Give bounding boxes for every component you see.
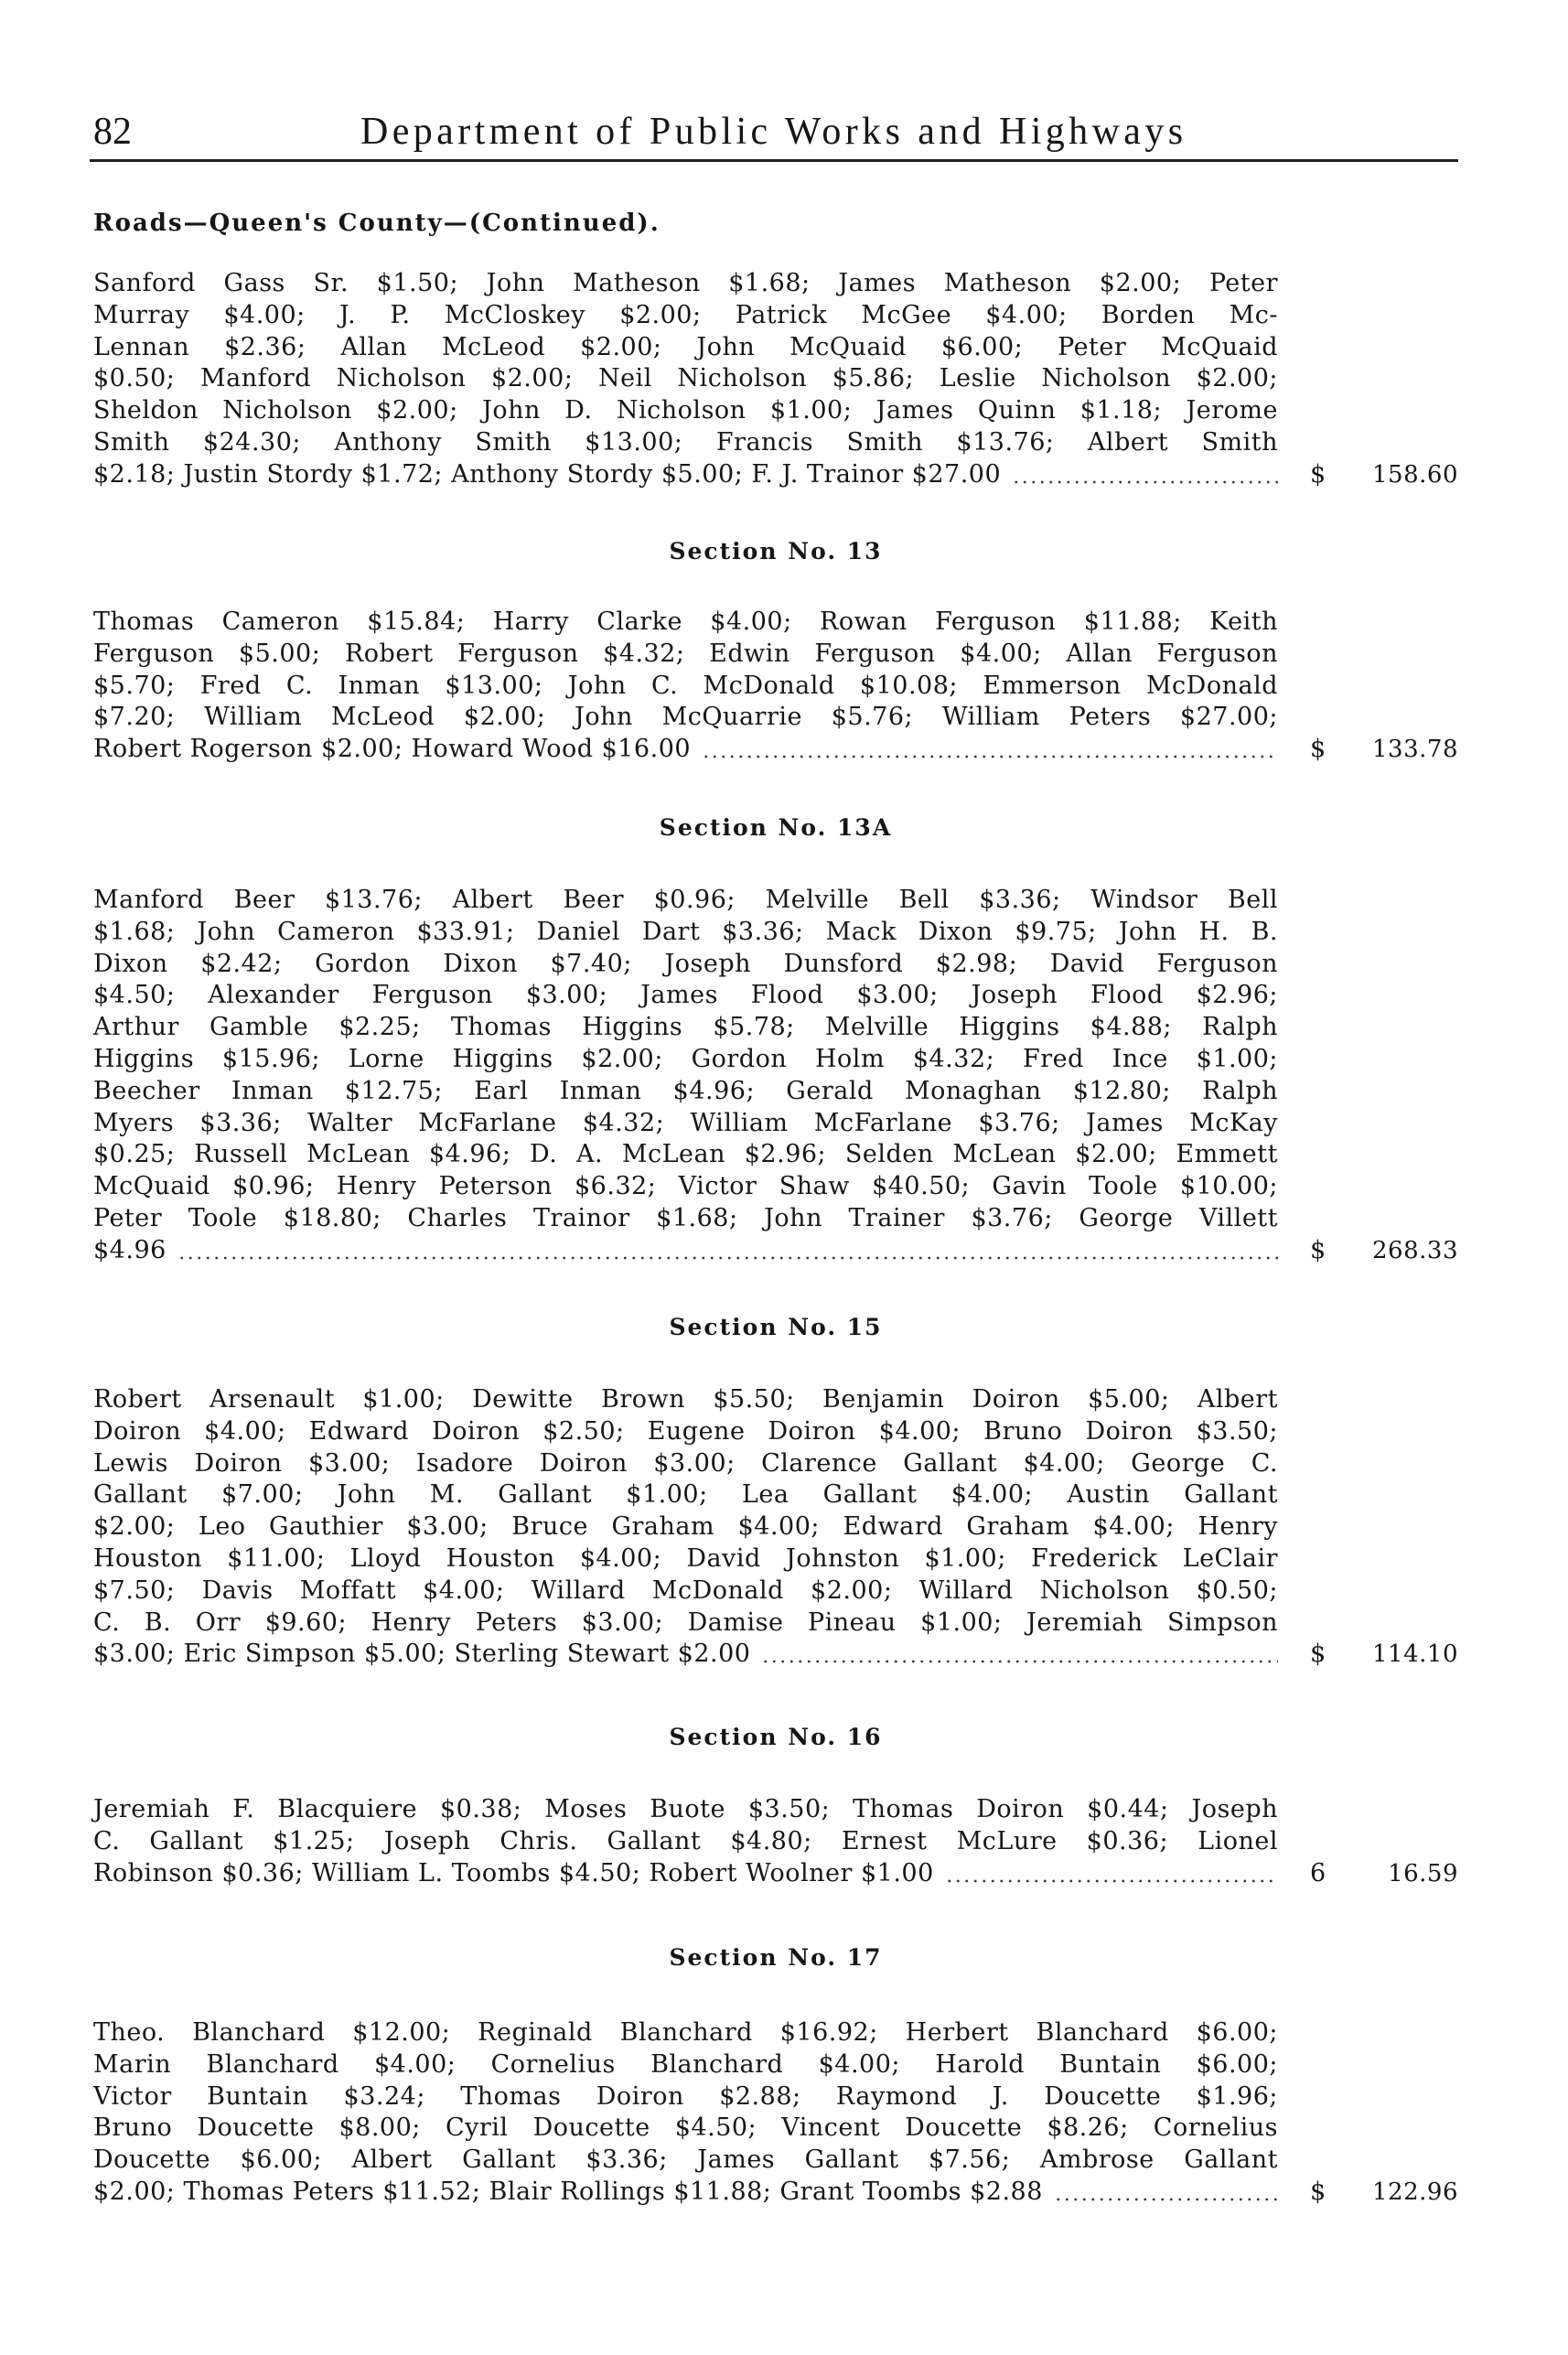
dot-leader (945, 1858, 1278, 1890)
text-line: Gallant $7.00; John M. Gallant $1.00; Lea Gallant $4.00; Austin Gallant (93, 1480, 1278, 1510)
total-line (93, 734, 1458, 766)
text-line: McQuaid $0.96; Henry Peterson $6.32; Victor Shaw $40.50; Gavin Toole $10.00; (93, 1172, 1278, 1201)
text-line: Doiron $4.00; Edward Doiron $2.50; Eugene Doiron $4.00; Bruno Doiron $3.50; (93, 1416, 1278, 1446)
paragraph-section-17 (93, 2017, 1458, 2209)
total-line (93, 2177, 1458, 2209)
text-line: Houston $11.00; Lloyd Houston $4.00; David Johnston $1.00; Frederick LeClair (93, 1543, 1278, 1573)
text-line: Arthur Gamble $2.25; Thomas Higgins $5.78; Melville Higgins $4.88; Ralph (93, 1013, 1278, 1042)
text-line: C. B. Orr $9.60; Henry Peters $3.00; Damise Pineau $1.00; Jeremiah Simpson (93, 1608, 1278, 1637)
text-line: Robert Rogerson $2.00; Howard Wood $16.00 (93, 735, 692, 764)
text-line: Robinson $0.36; William L. Toombs $4.50; Robert Woolner $1.00 (93, 1858, 934, 1887)
total-line-text-row (93, 734, 1278, 766)
text-line: $2.00; Leo Gauthier $3.00; Bruce Graham $4.00; Edward Graham $4.00; Henry (93, 1512, 1278, 1542)
text-line: $7.50; Davis Moffatt $4.00; Willard McDonald $2.00; Willard Nicholson $0.50; (93, 1575, 1278, 1605)
total-line (93, 459, 1458, 491)
section-total-amount: 122.96 (1372, 2178, 1458, 2206)
total-line (93, 1235, 1458, 1267)
text-line: Peter Toole $18.80; Charles Trainor $1.68; John Trainer $3.76; George Villett (93, 1203, 1278, 1232)
section-heading: Section No. 16 (669, 1724, 883, 1750)
section-total-amount: 133.78 (1372, 736, 1458, 764)
county-heading: Roads—Queen's County—(Continued). (93, 210, 660, 237)
text-line: C. Gallant $1.25; Joseph Chris. Gallant $4.80; Ernest McLure $0.36; Lionel (93, 1826, 1278, 1855)
text-line: Bruno Doucette $8.00; Cyril Doucette $4.50; Vincent Doucette $8.26; Cornelius (93, 2113, 1278, 2143)
text-line: $2.00; Thomas Peters $11.52; Blair Rollings $11.88; Grant Toombs $2.88 (93, 2177, 1043, 2206)
text-line: $2.18; Justin Stordy $1.72; Anthony Stordy $5.00; F. J. Trainor $27.00 (93, 459, 1002, 489)
paragraph-continued (93, 268, 1458, 491)
section-total-amount: 16.59 (1388, 1859, 1458, 1887)
total-line-text-row (93, 1639, 1278, 1671)
text-line: Ferguson $5.00; Robert Ferguson $4.32; Edwin Ferguson $4.00; Allan Ferguson (93, 639, 1278, 668)
text-line: Beecher Inman $12.75; Earl Inman $4.96; Gerald Monaghan $12.80; Ralph (93, 1076, 1278, 1105)
text-line: Lennan $2.36; Allan McLeod $2.00; John McQuaid $6.00; Peter McQuaid (93, 332, 1278, 361)
total-line-text-row (93, 2177, 1278, 2209)
text-line: Victor Buntain $3.24; Thomas Doiron $2.88; Raymond J. Doucette $1.96; (93, 2081, 1278, 2111)
paragraph-section-13 (93, 607, 1458, 766)
text-line: Murray $4.00; J. P. McCloskey $2.00; Patrick McGee $4.00; Borden Mc- (93, 300, 1278, 329)
section-heading: Section No. 13 (669, 538, 883, 565)
page-number: 82 (93, 111, 132, 153)
text-line: $0.50; Manford Nicholson $2.00; Neil Nicholson $5.86; Leslie Nicholson $2.00; (93, 364, 1278, 393)
section-total-amount: 268.33 (1372, 1236, 1458, 1264)
paragraph-section-13a (93, 885, 1458, 1267)
currency-symbol: $ (1310, 735, 1326, 764)
text-line: Dixon $2.42; Gordon Dixon $7.40; Joseph Dunsford $2.98; David Ferguson (93, 949, 1278, 978)
paragraph-section-16 (93, 1794, 1458, 1889)
text-line: $7.20; William McLeod $2.00; John McQuarrie $5.76; William Peters $27.00; (93, 703, 1278, 732)
text-line: Sheldon Nicholson $2.00; John D. Nicholson $1.00; James Quinn $1.18; Jerome (93, 396, 1278, 425)
text-line: Doucette $6.00; Albert Gallant $3.36; James Gallant $7.56; Ambrose Gallant (93, 2145, 1278, 2175)
dot-leader (1054, 2177, 1278, 2209)
section-total-amount: 158.60 (1372, 460, 1458, 489)
total-line-text-row (93, 459, 1278, 491)
text-line: $4.96 (93, 1235, 166, 1264)
paragraph-section-15 (93, 1384, 1458, 1671)
dot-leader (702, 734, 1278, 766)
text-line: $3.00; Eric Simpson $5.00; Sterling Stewart $2.00 (93, 1640, 751, 1669)
text-line: Jeremiah F. Blacquiere $0.38; Moses Buote $3.50; Thomas Doiron $0.44; Joseph (93, 1795, 1278, 1823)
text-line: $4.50; Alexander Ferguson $3.00; James Flood $3.00; Joseph Flood $2.96; (93, 981, 1278, 1010)
page-title: Department of Public Works and Highways (360, 111, 1187, 153)
section-heading: Section No. 17 (669, 1944, 883, 1971)
section-heading: Section No. 15 (669, 1314, 883, 1340)
text-line: Thomas Cameron $15.84; Harry Clarke $4.00; Rowan Ferguson $11.88; Keith (93, 608, 1278, 636)
currency-symbol: $ (1310, 1235, 1326, 1264)
text-line: Marin Blanchard $4.00; Cornelius Blanchard $4.00; Harold Buntain $6.00; (93, 2049, 1278, 2079)
text-line: Lewis Doiron $3.00; Isadore Doiron $3.00; Clarence Gallant $4.00; George C. (93, 1448, 1278, 1478)
dot-leader (177, 1235, 1278, 1267)
header-rule (90, 159, 1458, 162)
currency-symbol: $ (1310, 459, 1326, 489)
currency-symbol: $ (1310, 1640, 1326, 1669)
total-line (93, 1639, 1458, 1671)
section-heading: Section No. 13A (659, 814, 893, 841)
text-line: Manford Beer $13.76; Albert Beer $0.96; Melville Bell $3.36; Windsor Bell (93, 886, 1278, 914)
text-line: Sanford Gass Sr. $1.50; John Matheson $1.68; James Matheson $2.00; Peter (93, 269, 1278, 297)
text-line: Robert Arsenault $1.00; Dewitte Brown $5.50; Benjamin Doiron $5.00; Albert (93, 1385, 1278, 1414)
total-line (93, 1858, 1458, 1890)
text-line: Theo. Blanchard $12.00; Reginald Blanchard $16.92; Herbert Blanchard $6.00; (93, 2018, 1278, 2047)
total-line-text-row (93, 1235, 1278, 1267)
currency-symbol: $ (1310, 2177, 1326, 2206)
text-line: Myers $3.36; Walter McFarlane $4.32; William McFarlane $3.76; James McKay (93, 1108, 1278, 1137)
text-line: $0.25; Russell McLean $4.96; D. A. McLean $2.96; Selden McLean $2.00; Emmett (93, 1140, 1278, 1169)
text-line: $1.68; John Cameron $33.91; Daniel Dart $3.36; Mack Dixon $9.75; John H. B. (93, 917, 1278, 946)
section-total-amount: 114.10 (1372, 1640, 1458, 1669)
text-line: Smith $24.30; Anthony Smith $13.00; Francis Smith $13.76; Albert Smith (93, 427, 1278, 457)
total-line-text-row (93, 1858, 1278, 1890)
text-line: $5.70; Fred C. Inman $13.00; John C. McDonald $10.08; Emmerson McDonald (93, 671, 1278, 700)
text-line: Higgins $15.96; Lorne Higgins $2.00; Gordon Holm $4.32; Fred Ince $1.00; (93, 1044, 1278, 1073)
dot-leader (1012, 459, 1278, 491)
dot-leader (761, 1639, 1278, 1671)
currency-symbol: 6 (1310, 1858, 1326, 1887)
